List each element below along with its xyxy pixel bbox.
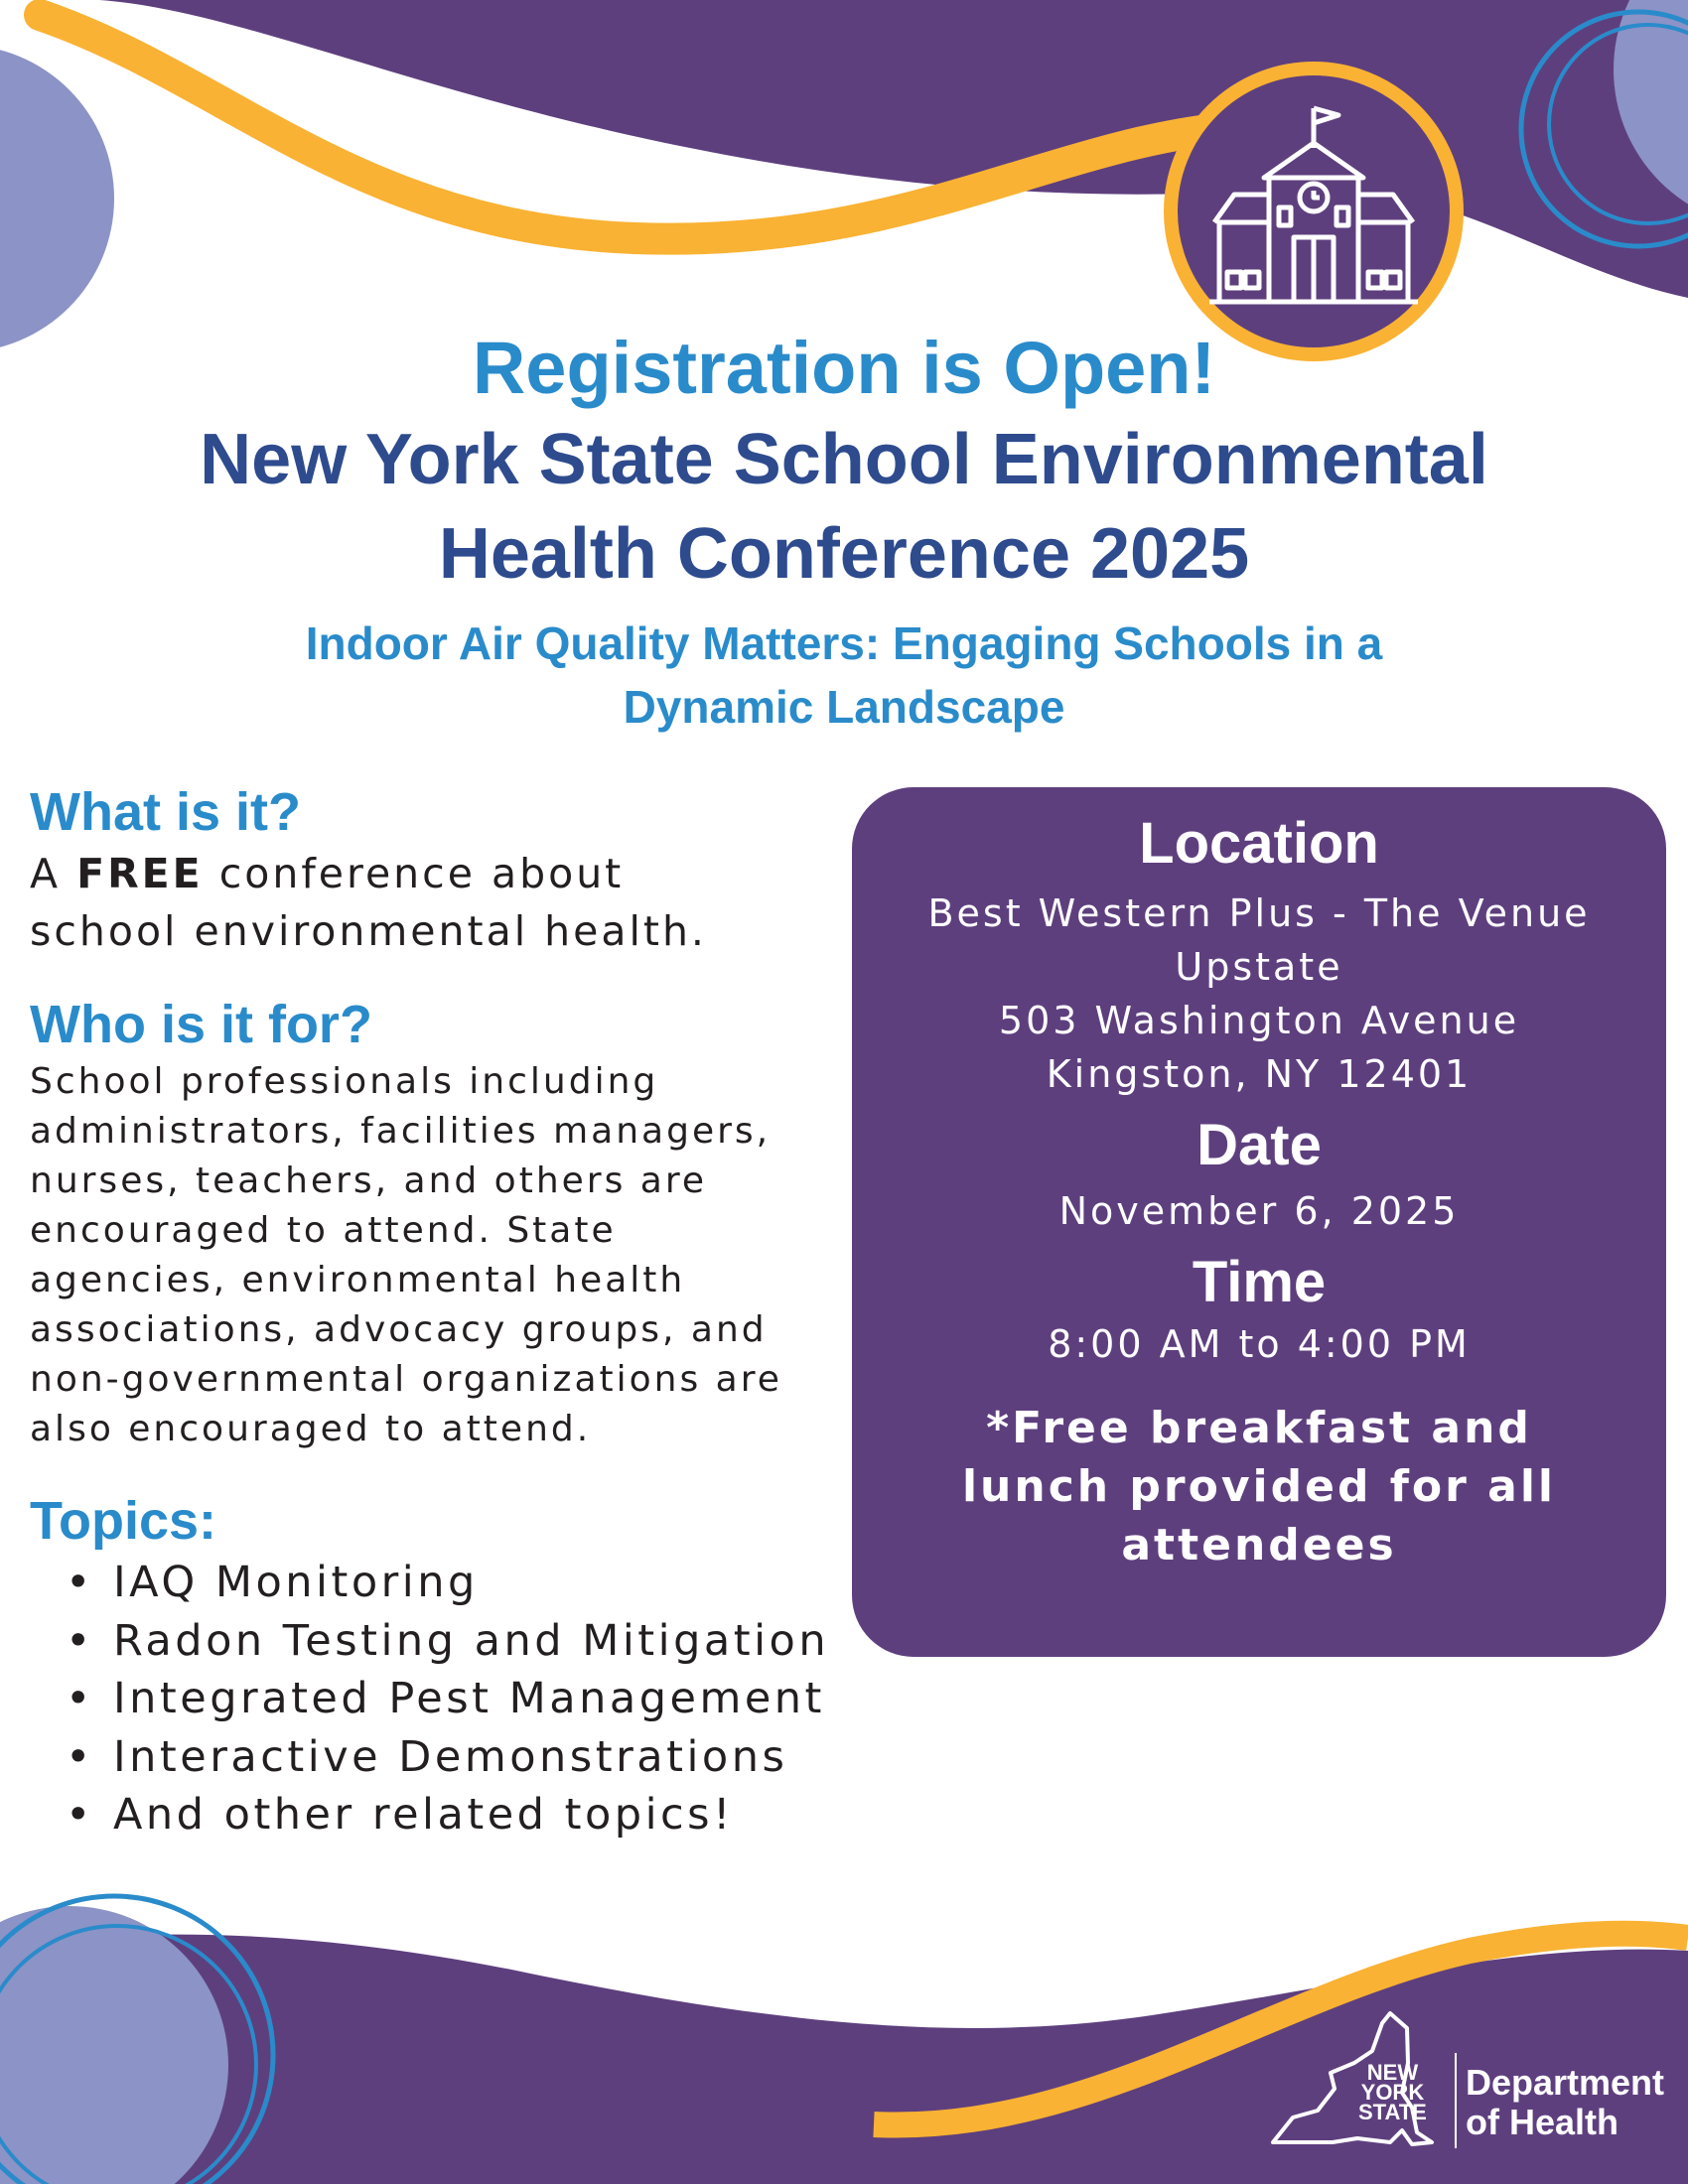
who-line: also encouraged to attend.: [30, 1409, 592, 1449]
topics-list: [30, 1554, 864, 1844]
list-item: [66, 1612, 864, 1671]
conference-title-line-1: New York State School Environmental: [200, 420, 1488, 499]
location-line: Upstate: [1175, 945, 1343, 989]
topic-label: Interactive Demonstrations: [113, 1731, 788, 1782]
topic-label: IAQ Monitoring: [113, 1558, 479, 1607]
school-building-icon: [1209, 103, 1418, 322]
what-is-it-line-1: [30, 845, 864, 902]
who-line: nurses, teachers, and others are: [30, 1160, 708, 1201]
topic-label: Integrated Pest Management: [113, 1674, 825, 1723]
location-line: Kingston, NY 12401: [1046, 1052, 1473, 1096]
nys-line: NEW: [1366, 2060, 1419, 2085]
conference-title-line-2: Health Conference 2025: [438, 514, 1250, 594]
title-block: [0, 324, 1688, 739]
what-is-it-line-2: school environmental health.: [30, 907, 707, 955]
event-time: 8:00 AM to 4:00 PM: [1048, 1322, 1471, 1366]
list-item: [66, 1786, 864, 1844]
what-text-post: conference about: [203, 850, 625, 897]
bullet: •: [66, 1731, 94, 1782]
conference-theme-line-1: Indoor Air Quality Matters: Engaging Schools in a: [305, 617, 1383, 669]
location-line: Best Western Plus - The Venue: [927, 891, 1591, 935]
free-emphasis: FREE: [76, 850, 204, 897]
time-heading: Time: [1192, 1250, 1327, 1314]
list-item: [66, 1670, 864, 1728]
school-badge: [1164, 62, 1464, 361]
topic-label: And other related topics!: [113, 1790, 734, 1840]
bullet: •: [66, 1615, 94, 1666]
top-left-lavender-circle: [0, 45, 114, 352]
topics-heading: Topics:: [30, 1491, 216, 1551]
meals-note-line: attendees: [1121, 1520, 1397, 1570]
logo-divider: [1455, 2053, 1457, 2148]
dept-line: of Health: [1466, 2102, 1619, 2142]
list-item: [66, 1728, 864, 1787]
department-of-health-wordmark: [1466, 2063, 1664, 2142]
who-line: encouraged to attend. State: [30, 1210, 617, 1251]
registration-open-heading: Registration is Open!: [472, 327, 1216, 409]
details-column: [30, 779, 864, 1844]
who-line: non-governmental organizations are: [30, 1359, 782, 1400]
what-text-pre: A: [30, 850, 77, 897]
conference-theme-line-2: Dynamic Landscape: [623, 681, 1065, 733]
location-line: 503 Washington Avenue: [998, 999, 1520, 1042]
list-item: [66, 1554, 864, 1612]
nys-wordmark: [1358, 2060, 1427, 2124]
who-line: administrators, facilities managers,: [30, 1111, 772, 1152]
who-line: associations, advocacy groups, and: [30, 1309, 768, 1350]
bullet: •: [66, 1674, 94, 1723]
meals-note-line: lunch provided for all: [961, 1461, 1557, 1512]
who-is-it-for-heading: Who is it for?: [30, 995, 372, 1054]
conference-theme: [199, 612, 1489, 739]
bullet: •: [66, 1558, 94, 1607]
location-heading: Location: [1139, 811, 1379, 876]
who-line: agencies, environmental health: [30, 1260, 686, 1300]
what-is-it-heading: What is it?: [30, 782, 301, 842]
nys-line: YORK: [1360, 2080, 1425, 2105]
event-date: November 6, 2025: [1058, 1189, 1460, 1233]
date-heading: Date: [1196, 1113, 1322, 1177]
who-line: School professionals including: [30, 1061, 659, 1102]
nys-line: STATE: [1358, 2100, 1427, 2124]
event-info-panel: [852, 787, 1666, 1657]
meals-note-line: *Free breakfast and: [986, 1403, 1532, 1453]
dept-line: Department: [1466, 2062, 1665, 2103]
topic-label: Radon Testing and Mitigation: [113, 1615, 830, 1666]
who-is-it-for-text: [30, 1057, 864, 1454]
bullet: •: [66, 1790, 94, 1840]
